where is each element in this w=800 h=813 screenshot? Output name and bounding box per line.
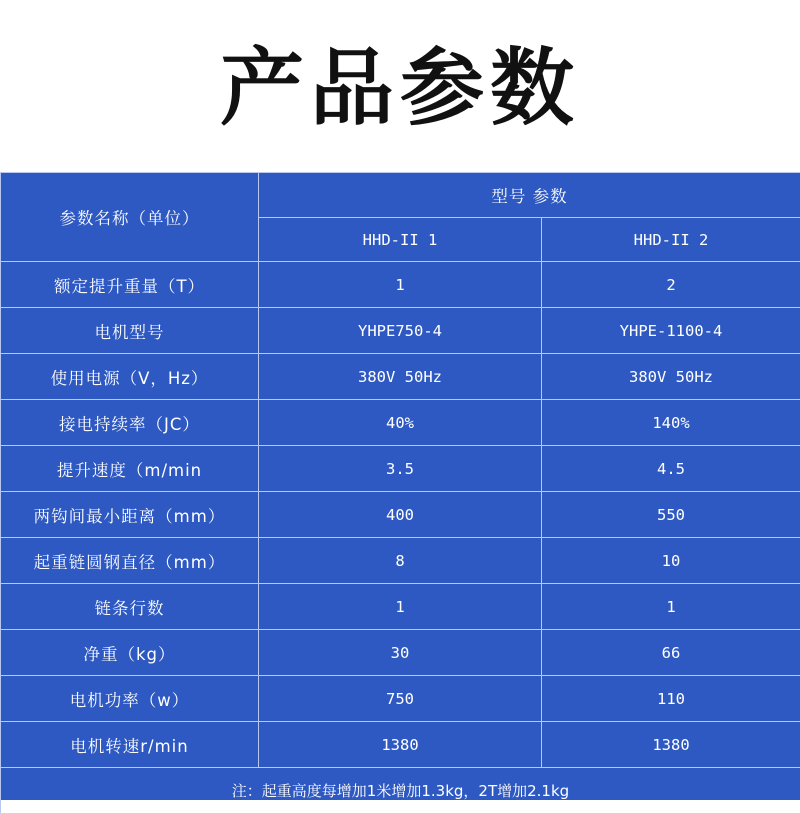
row-label: 电机转速r/min <box>1 722 259 768</box>
table-row <box>1 676 800 722</box>
table-row <box>1 446 800 492</box>
row-label: 链条行数 <box>1 584 259 630</box>
row-label: 提升速度（m/min <box>1 446 259 492</box>
table-row <box>1 630 800 676</box>
table-row <box>1 538 800 584</box>
model-2-value: 140% <box>542 400 800 446</box>
table-row <box>1 308 800 354</box>
table-header-row <box>1 173 800 218</box>
row-label: 额定提升重量（T） <box>1 262 259 308</box>
params-table-container <box>0 172 800 800</box>
model-2-header: HHD-II 2 <box>542 218 800 262</box>
model-2-value: YHPE-1100-4 <box>542 308 800 354</box>
model-1-value: 1 <box>259 584 542 630</box>
model-1-value: 1 <box>259 262 542 308</box>
model-1-value: 380V 50Hz <box>259 354 542 400</box>
model-2-value: 4.5 <box>542 446 800 492</box>
table-row <box>1 492 800 538</box>
note-row <box>1 768 800 813</box>
model-2-value: 1380 <box>542 722 800 768</box>
table-row <box>1 354 800 400</box>
row-label: 净重（kg） <box>1 630 259 676</box>
model-group-header: 型号 参数 <box>259 173 800 218</box>
table-row <box>1 400 800 446</box>
page-title: 产品参数 <box>220 21 580 142</box>
row-label: 电机功率（w） <box>1 676 259 722</box>
model-1-value: 400 <box>259 492 542 538</box>
row-label: 使用电源（V，Hz） <box>1 354 259 400</box>
model-1-value: 40% <box>259 400 542 446</box>
model-1-value: 30 <box>259 630 542 676</box>
model-2-value: 110 <box>542 676 800 722</box>
model-1-value: 8 <box>259 538 542 584</box>
model-2-value: 550 <box>542 492 800 538</box>
row-label: 起重链圆钢直径（mm） <box>1 538 259 584</box>
model-1-value: YHPE750-4 <box>259 308 542 354</box>
table-row <box>1 262 800 308</box>
params-table <box>0 172 800 813</box>
title-area <box>0 0 800 172</box>
param-name-header: 参数名称（单位） <box>1 173 259 262</box>
model-2-value: 1 <box>542 584 800 630</box>
model-2-value: 380V 50Hz <box>542 354 800 400</box>
model-1-value: 1380 <box>259 722 542 768</box>
row-label: 电机型号 <box>1 308 259 354</box>
model-1-header: HHD-II 1 <box>259 218 542 262</box>
table-row <box>1 722 800 768</box>
table-note: 注：起重高度每增加1米增加1.3kg，2T增加2.1kg <box>1 768 800 813</box>
model-2-value: 66 <box>542 630 800 676</box>
model-2-value: 10 <box>542 538 800 584</box>
model-1-value: 3.5 <box>259 446 542 492</box>
row-label: 接电持续率（JC） <box>1 400 259 446</box>
table-row <box>1 584 800 630</box>
row-label: 两钩间最小距离（mm） <box>1 492 259 538</box>
model-2-value: 2 <box>542 262 800 308</box>
model-1-value: 750 <box>259 676 542 722</box>
